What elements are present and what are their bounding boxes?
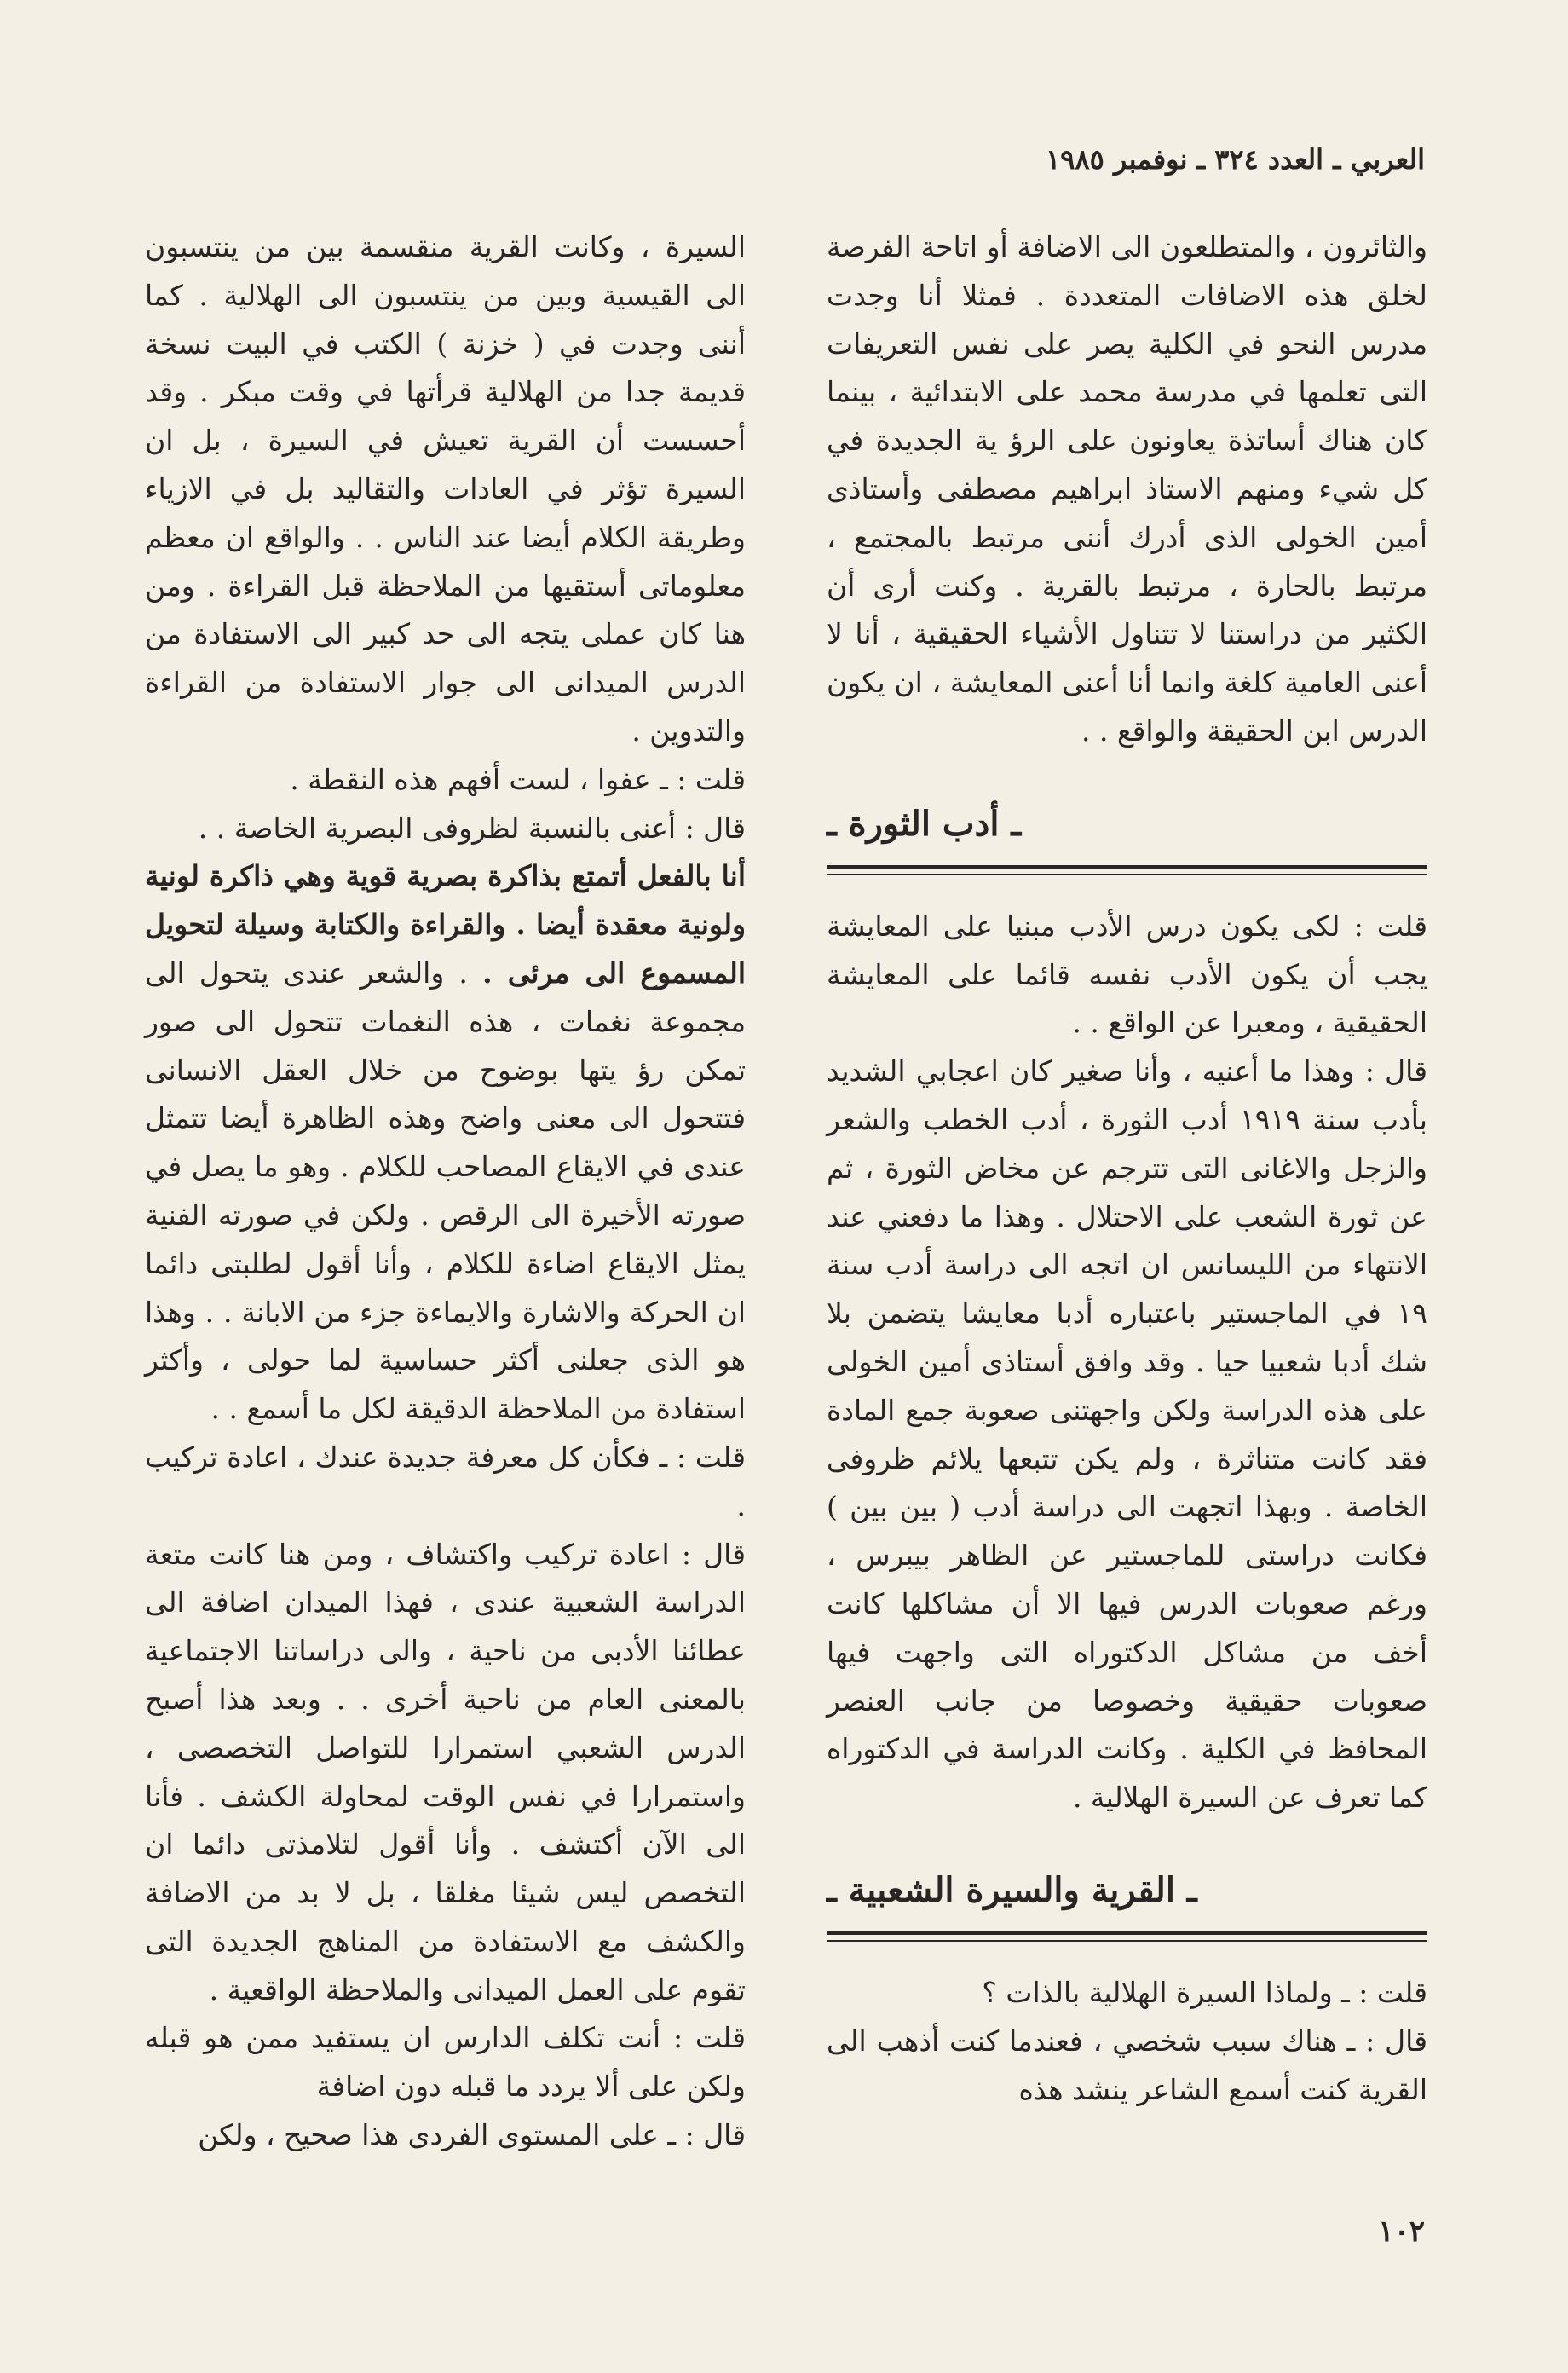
section-heading-text: ـ القرية والسيرة الشعبية ـ: [827, 1869, 1197, 1910]
left-column: [145, 223, 746, 2160]
paragraph: قال : ـ هناك سبب شخصي ، فعندما كنت أذهب الى القرية كنت أسمع الشاعر ينشد هذه: [827, 2024, 1427, 2106]
paragraph: قال : ـ على المستوى الفردى هذا صحيح ، ولكن: [198, 2118, 746, 2152]
paragraph: قلت : أنت تكلف الدارس ان يستفيد ممن هو قبله ولكن على ألا يردد ما قبله دون اضافة: [145, 2021, 746, 2104]
paragraph: قال : أعنى بالنسبة لظروفى البصرية الخاصة . .: [198, 811, 746, 845]
section-heading-revolution-literature: [827, 794, 1427, 869]
paragraph: قلت : ـ عفوا ، لست أفهم هذه النقطة .: [290, 762, 746, 796]
paragraph: قلت : ـ فكأن كل معرفة جديدة عندك ، اعادة تركيب .: [145, 1440, 746, 1522]
paragraph: السيرة ، وكانت القرية منقسمة بين من ينتسبون الى القيسية وبين من ينتسبون الى الهلالية . كما أننى وجدت في ( خزنة ) الكتب في البيت نسخة قديمة جدا من الهلالية قرأتها في وقت مبكر . وقد أحسست أن القرية تعيش في السيرة ، بل ان السيرة تؤثر في العادات والتقاليد بل في الازياء وطريقة الكلام أيضا عند الناس . . والواقع ان معظم معلوماتى أستقيها من الملاحظة قبل القراءة . ومن هنا كان عملى يتجه الى حد كبير الى الاستفادة من الدرس الميدانى الى جوار الاستفادة من القراءة والتدوين .: [145, 230, 746, 748]
paragraph: قال : وهذا ما أعنيه ، وأنا صغير كان اعجابي الشديد بأدب سنة ١٩١٩ أدب الثورة ، أدب الخطب والشعر والزجل والاغانى التى تترجم عن مخاض الثورة ، ثم عن ثورة الشعب على الاحتلال . وهذا ما دفعني عند الانتهاء من الليسانس ان اتجه الى دراسة أدب سنة ١٩ في الماجستير باعتباره أدبا معايشا يتضمن بلا شك أدبا شعبيا حيا . وقد وافق أستاذى أمين الخولى على هذه الدراسة ولكن واجهتنى صعوبة جمع المادة فقد كانت متناثرة ، ولم يكن تتبعها يلائم ظروفى الخاصة . وبهذا اتجهت الى دراسة أدب ( بين بين ) فكانت دراستى للماجستير عن الظاهر بيبرس ، ورغم صعوبات الدرس فيها الا أن مشاكلها كانت أخف من مشاكل الدكتوراه التى واجهت فيها صعوبات حقيقية وخصوصا من جانب العنصر المحافظ في الكلية . وكانت الدراسة في الدكتوراه كما تعرف عن السيرة الهلالية .: [827, 1054, 1427, 1815]
heading-rule: [827, 1931, 1427, 1935]
heading-rule-thin: [827, 874, 1427, 875]
paragraph: قلت : لكى يكون درس الأدب مبنيا على المعايشة يجب أن يكون الأدب نفسه قائما على المعايشة الحقيقية ، ومعبرا عن الواقع . .: [827, 909, 1427, 1040]
section-heading-text: ـ أدب الثورة ـ: [827, 803, 1022, 844]
right-column: [827, 223, 1427, 2114]
running-head: العربي ـ العدد ٣٢٤ ـ نوفمبر ١٩٨٥: [1046, 143, 1425, 176]
paragraph: [145, 852, 746, 1434]
section-heading-village-and-folk-epic: [827, 1860, 1427, 1935]
bold-text: أنا بالفعل أتمتع بذاكرة بصرية قوية وهي ذاكرة لونية ولونية معقدة أيضا . والقراءة والكتابة وسيلة لتحويل المسموع الى مرئى .: [145, 859, 746, 990]
paragraph: والثائرون ، والمتطلعون الى الاضافة أو اتاحة الفرصة لخلق هذه الاضافات المتعددة . فمثلا أنا وجدت مدرس النحو في الكلية يصر على نفس التعريفات التى تعلمها في مدرسة محمد على الابتدائية ، بينما كان هناك أساتذة يعاونون على الرؤ ية الجديدة في كل شيء ومنهم الاستاذ ابراهيم مصطفى وأستاذى أمين الخولى الذى أدرك أننى مرتبط بالمجتمع ، مرتبط بالحارة ، مرتبط بالقرية . وكنت أرى أن الكثير من دراستنا لا تتناول الأشياء الحقيقية ، أنا لا أعنى العامية كلغة وانما أنا أعنى المعايشة ، ان يكون الدرس ابن الحقيقة والواقع . .: [827, 230, 1427, 748]
paragraph-text: . والشعر عندى يتحول الى مجموعة نغمات ، هذه النغمات تتحول الى صور تمكن رؤ يتها بوضوح من خلال العقل الانسانى فتتحول الى معنى واضح وهذه الظاهرة أيضا تتمثل عندى في الايقاع المصاحب للكلام . وهو ما يصل في صورته الأخيرة الى الرقص . ولكن في صورته الفنية يمثل الايقاع اضاءة للكلام ، وأنا أقول لطلبتى دائما ان الحركة والاشارة والايماءة جزء من الابانة . . وهذا هو الذى جعلنى أكثر حساسية لما حولى ، وأكثر استفادة من الملاحظة الدقيقة لكل ما أسمع . .: [145, 956, 746, 1426]
paragraph: قلت : ـ ولماذا السيرة الهلالية بالذات ؟: [982, 1975, 1427, 2009]
heading-rule-thin: [827, 1940, 1427, 1942]
heading-rule: [827, 865, 1427, 869]
page-number: ١٠٢: [1378, 2214, 1425, 2249]
paragraph: قال : اعادة تركيب واكتشاف ، ومن هنا كانت متعة الدراسة الشعبية عندى ، فهذا الميدان اضافة الى عطائنا الأدبى من ناحية ، والى دراساتنا الاجتماعية بالمعنى العام من ناحية أخرى . . وبعد هذا أصبح الدرس الشعبي استمرارا للتواصل التخصصى ، واستمرارا في نفس الوقت لمحاولة الكشف . فأنا الى الآن أكتشف . وأنا أقول لتلامذتى دائما ان التخصص ليس شيئا مغلقا ، بل لا بد من الاضافة والكشف مع الاستفادة من المناهج الجديدة التى تقوم على العمل الميدانى والملاحظة الواقعية .: [145, 1537, 746, 2006]
